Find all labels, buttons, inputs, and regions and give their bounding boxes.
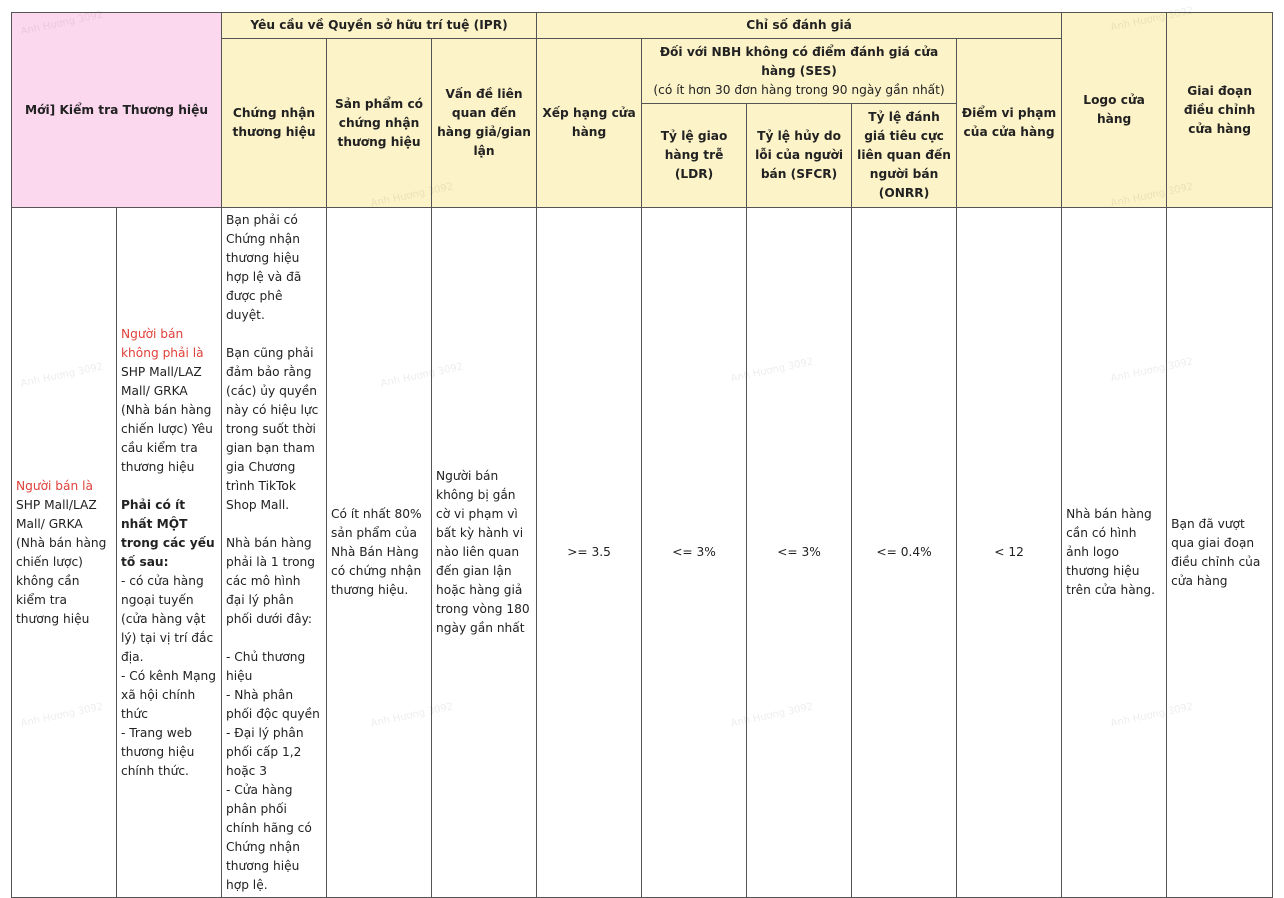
requirement-heading: Phải có ít nhất MỘT trong các yếu tố sau: <box>121 497 215 569</box>
ses-title: Đối với NBH không có điểm đánh giá cửa hàng (SES) <box>659 44 939 78</box>
header-adjust-stage: Giai đoạn điều chỉnh cửa hàng <box>1167 13 1273 208</box>
distributor-type: - Nhà phân phối độc quyền <box>226 688 320 721</box>
header-onrr: Tỷ lệ đánh giá tiêu cực liên quan đến người bán (ONRR) <box>852 104 957 208</box>
header-brand-cert: Chứng nhận thương hiệu <box>222 39 327 208</box>
header-store-logo: Logo cửa hàng <box>1062 13 1167 208</box>
requirement-item: - Có kênh Mạng xã hội chính thức <box>121 668 217 721</box>
brand-cert-para: Nhà bán hàng phải là 1 trong các mô hình đại lý phân phối dưới đây: <box>226 536 315 626</box>
cell-store-rating: >= 3.5 <box>537 208 642 898</box>
header-products-cert: Sản phẩm có chứng nhận thương hiệu <box>327 39 432 208</box>
requirement-item: - có cửa hàng ngoại tuyến (cửa hàng vật lý) tại vị trí đắc địa. <box>121 573 214 664</box>
cell-counterfeit: Người bán không bị gắn cờ vi phạm vì bất kỳ hành vi nào liên quan đến gian lận hoặc hàng giả trong vòng 180 ngày gần nhất <box>432 208 537 898</box>
watermark: Anh Hương 3092 <box>369 701 455 730</box>
cell-mall-seller <box>12 208 117 898</box>
non-mall-seller-text: SHP Mall/LAZ Mall/ GRKA (Nhà bán hàng chiến lược) Yêu cầu kiểm tra thương hiệu <box>121 364 213 474</box>
cell-sfcr: <= 3% <box>747 208 852 898</box>
cell-brand-cert <box>222 208 327 898</box>
distributor-type: - Cửa hàng phân phối chính hãng có Chứng nhận thương hiệu hợp lệ. <box>226 783 312 892</box>
distributor-type: - Đại lý phân phối cấp 1,2 hoặc 3 <box>226 726 304 778</box>
watermark: Anh Hương 3092 <box>729 356 815 385</box>
cell-violation-score: < 12 <box>957 208 1062 898</box>
watermark: Anh Hương 3092 <box>1109 701 1195 730</box>
header-store-rating: Xếp hạng cửa hàng <box>537 39 642 208</box>
mall-seller-text: SHP Mall/LAZ Mall/ GRKA (Nhà bán hàng chiến lược) không cần kiểm tra thương hiệu <box>16 497 107 626</box>
header-sfcr: Tỷ lệ hủy do lỗi của người bán (SFCR) <box>747 104 852 208</box>
watermark: Anh Hương 3092 <box>1109 356 1195 385</box>
cell-onrr: <= 0.4% <box>852 208 957 898</box>
header-ipr: Yêu cầu về Quyền sở hữu trí tuệ (IPR) <box>222 13 537 39</box>
cell-adjust-stage: Bạn đã vượt qua giai đoạn điều chỉnh của cửa hàng <box>1167 208 1273 898</box>
non-mall-seller-label: Người bán không phải là <box>121 326 204 360</box>
watermark: Anh Hương 3092 <box>19 701 105 730</box>
brand-cert-para: Bạn cũng phải đảm bảo rằng (các) ủy quyền này có hiệu lực trong suốt thời gian bạn tham gia Chương trình TikTok Shop Mall. <box>226 346 319 512</box>
cell-ldr: <= 3% <box>642 208 747 898</box>
cell-products-cert: Có ít nhất 80% sản phẩm của Nhà Bán Hàng có chứng nhận thương hiệu. <box>327 208 432 898</box>
watermark: Anh Hương 3092 <box>729 701 815 730</box>
cell-non-mall-seller <box>117 208 222 898</box>
header-brand-check: Mới] Kiểm tra Thương hiệu <box>12 13 222 208</box>
watermark: Anh Hương 3092 <box>379 361 465 390</box>
brand-cert-para: Bạn phải có Chứng nhận thương hiệu hợp lệ và đã được phê duyệt. <box>226 213 302 322</box>
mall-seller-label: Người bán là <box>16 478 93 493</box>
header-counterfeit: Vấn đề liên quan đến hàng giả/gian lận <box>432 39 537 208</box>
header-metrics: Chỉ số đánh giá <box>537 13 1062 39</box>
watermark: Anh Hương 3092 <box>19 361 105 390</box>
brand-check-table <box>11 12 1273 898</box>
cell-store-logo: Nhà bán hàng cần có hình ảnh logo thương hiệu trên cửa hàng. <box>1062 208 1167 898</box>
header-ldr: Tỷ lệ giao hàng trễ (LDR) <box>642 104 747 208</box>
header-violation-score: Điểm vi phạm của cửa hàng <box>957 39 1062 208</box>
requirement-item: - Trang web thương hiệu chính thức. <box>121 725 195 778</box>
distributor-type: - Chủ thương hiệu <box>226 650 306 683</box>
ses-note: (có ít hơn 30 đơn hàng trong 90 ngày gần nhất) <box>653 82 945 97</box>
header-ses <box>642 39 957 104</box>
